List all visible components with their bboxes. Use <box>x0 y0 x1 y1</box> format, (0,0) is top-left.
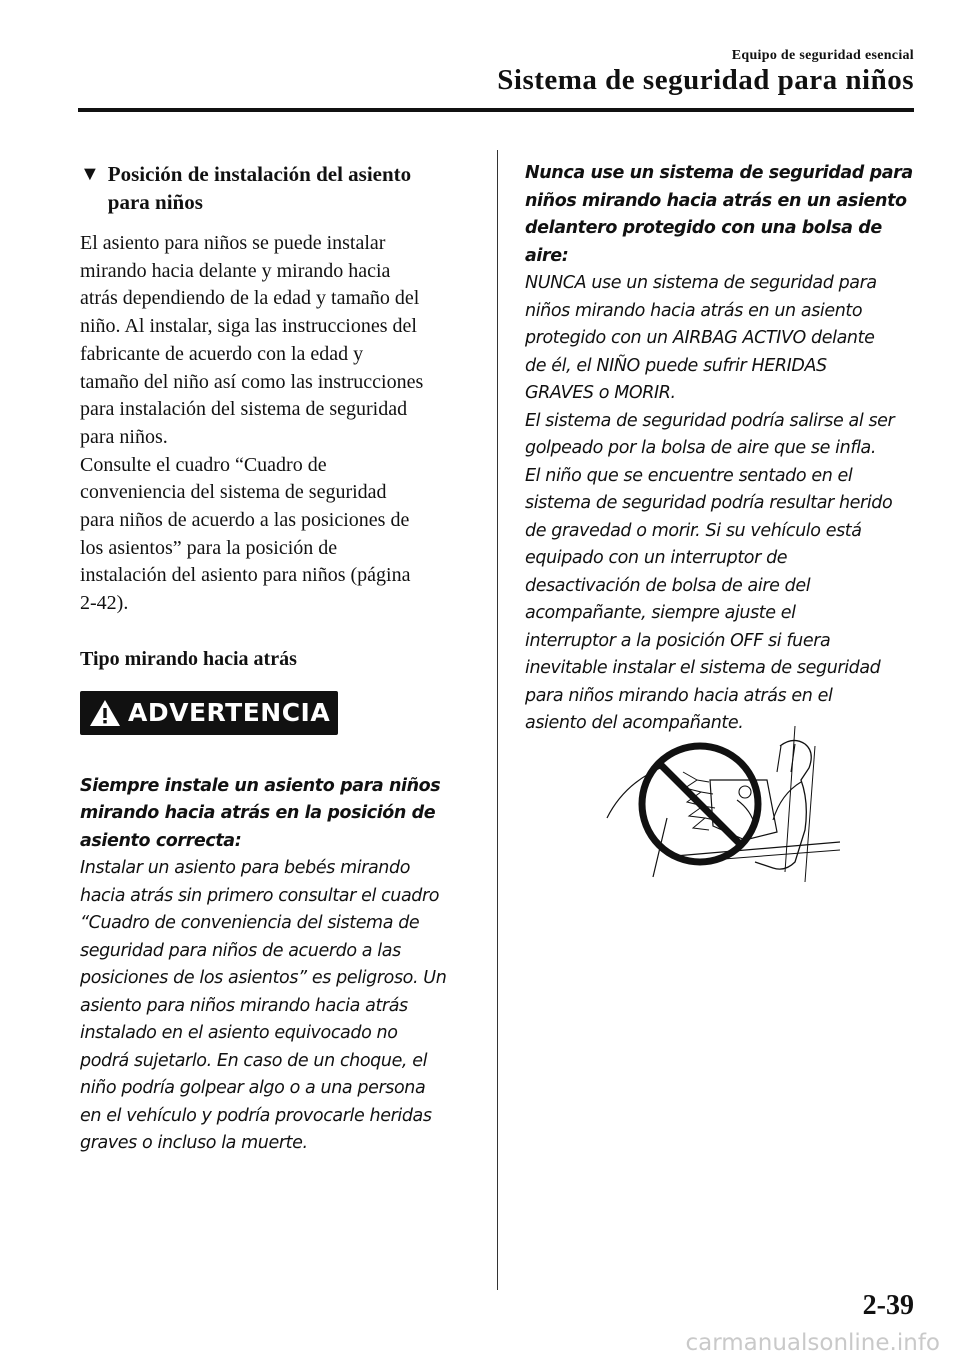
section-heading <box>80 160 478 216</box>
right-column <box>525 160 925 738</box>
header-divider <box>78 108 914 112</box>
heading-line-1: Posición de instalación del asiento <box>107 162 412 186</box>
rear-facing-subheading: Tipo mirando hacia atrás <box>80 647 297 670</box>
right-warning-body: NUNCA use un sistema de seguridad para niños mirando hacia atrás en un asiento protegido con un AIRBAG ACTIVO delante de él, el NIÑO puede sufrir HERIDAS GRAVES o MORIR. El sistema de seguridad podría salirse al ser golpeado por la bolsa de aire que se infla. El niño que se encuentre sentado en el sistema de seguridad podría resultar herido de gravedad o morir. Si su vehículo está equipado con un interruptor de desactivación de bolsa de aire del acompañante, siempre ajuste el interruptor a la posición OFF si fuera inevitable instalar el sistema de seguridad para niños mirando hacia atrás en el asiento del acompañante. <box>525 273 895 733</box>
warning-triangle-icon <box>88 698 122 728</box>
left-warning-block <box>80 773 478 1158</box>
watermark: carmanualsonline.info <box>685 1330 940 1356</box>
section-label: Equipo de seguridad esencial <box>731 48 914 63</box>
page-number: 2-39 <box>862 1290 914 1321</box>
left-warning-body: Instalar un asiento para bebés mirando hacia atrás sin primero consultar el cuadro “Cuadro de conveniencia del sistema de seguridad para niños de acuerdo a las posiciones de los asientos” es peligroso. Un asiento para niños mirando hacia atrás instalado en el asiento equivocado no podrá sujetarlo. En caso de un choque, el niño podría golpear algo o a una persona en el vehículo y podría provocarle heridas graves o incluso la muerte. <box>80 858 447 1154</box>
section-heading-text <box>108 160 411 216</box>
intro-paragraph: El asiento para niños se puede instalar mirando hacia delante y mirando hacia atrás dependiendo de la edad y tamaño del niño. Al instalar, siga las instrucciones del fabricante de acuerdo con la edad y tamaño del niño así como las instrucciones para instalación del sistema de seguridad para niños. Consulte el cuadro “Cuadro de conveniencia del sistema de seguridad para niños de acuerdo a las posiciones de los asientos” para la posición de instalación del asiento para niños (página 2-42). <box>80 232 424 615</box>
warning-banner <box>80 691 338 735</box>
left-column <box>80 160 478 1158</box>
warning-label: ADVERTENCIA <box>128 698 331 728</box>
right-warning-title: Nunca use un sistema de seguridad para niños mirando hacia atrás en un asiento delantero protegido con una bolsa de aire: <box>525 163 913 266</box>
heading-line-2: para niños <box>107 190 203 214</box>
column-divider <box>497 150 498 1290</box>
left-warning-title: Siempre instale un asiento para niños mirando hacia atrás en la posición de asiento correcta: <box>80 775 441 851</box>
page-title: Sistema de seguridad para niños <box>497 64 914 96</box>
triangle-bullet-icon: ▼ <box>80 163 100 185</box>
prohibited-rear-facing-child-seat-airbag-icon <box>605 722 840 882</box>
